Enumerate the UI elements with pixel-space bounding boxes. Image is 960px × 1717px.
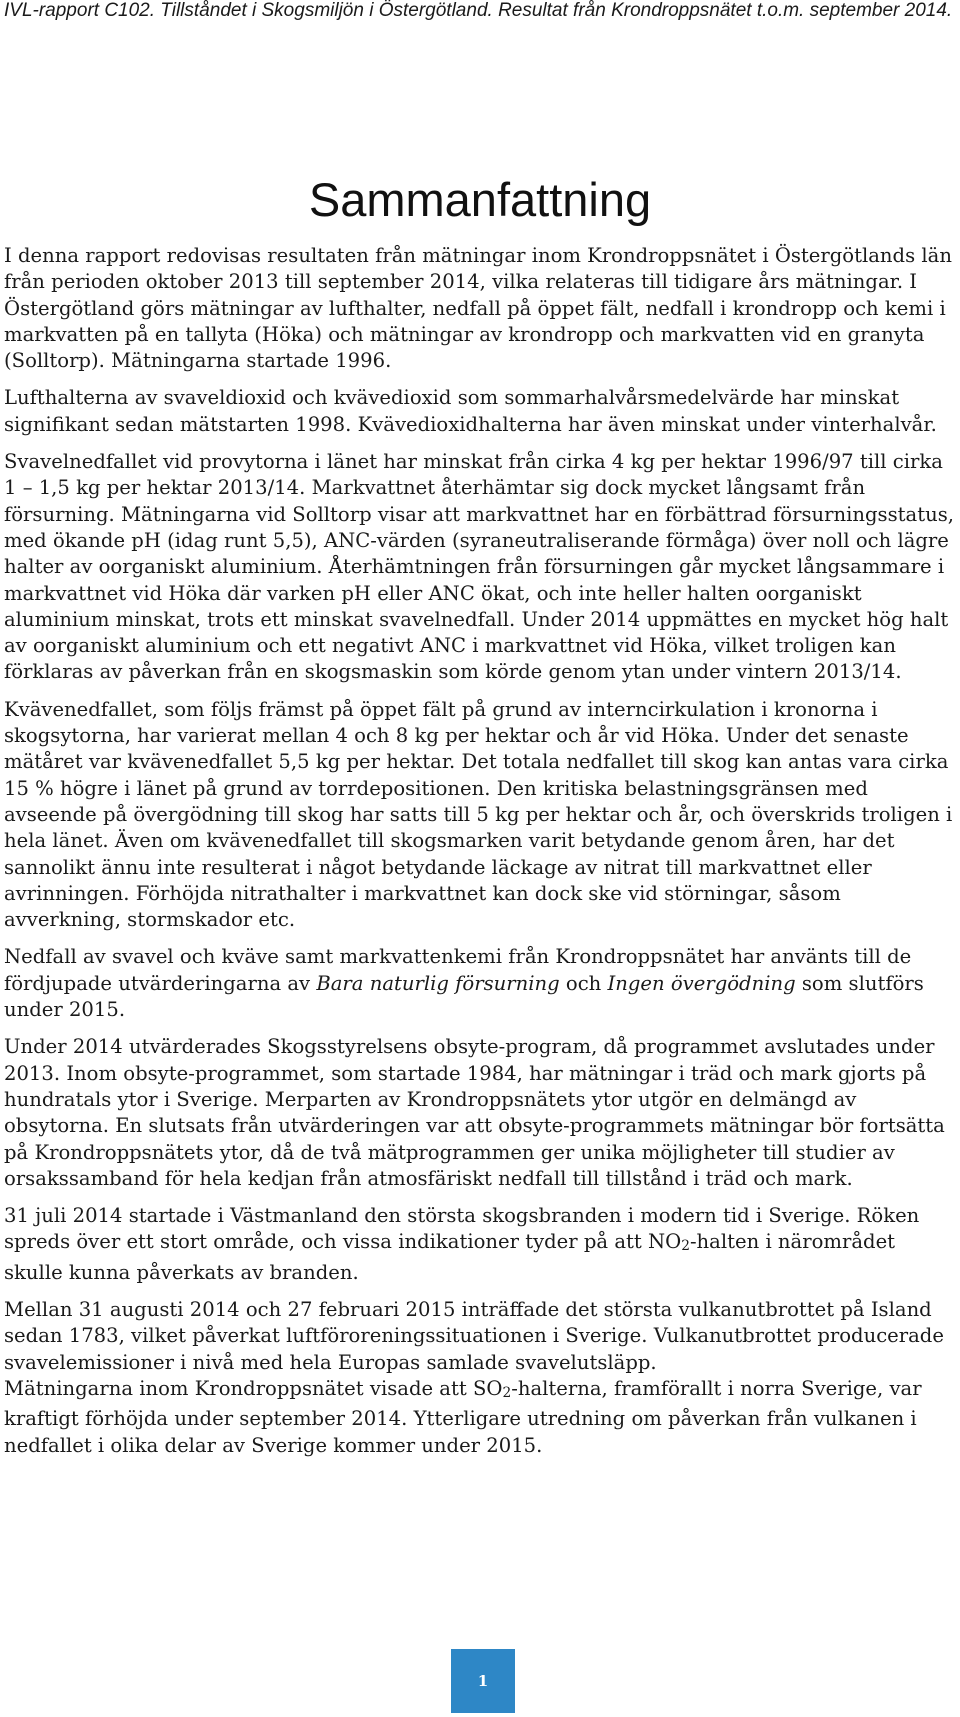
paragraph-so2-measurements bbox=[4, 1376, 954, 1459]
paragraph-forest-fire bbox=[4, 1203, 954, 1286]
summary-body bbox=[4, 243, 954, 1470]
fire-text-after: -halten i närområdet skulle kunna påverkats av branden. bbox=[4, 1230, 896, 1284]
no2-subscript: 2 bbox=[681, 1238, 690, 1255]
so2-text-before: Mätningarna inom Krondroppsnätet visade att SO bbox=[4, 1376, 503, 1400]
paragraph-intro bbox=[4, 243, 954, 374]
evaluation-title-eutrophication: Ingen övergödning bbox=[607, 971, 796, 995]
page-number-badge bbox=[451, 1649, 515, 1713]
paragraph-obsyte: Under 2014 utvärderades Skogsstyrelsens obsyte-program, då programmet avslutades under 2013. Inom obsyte-programmet, som startade 1984, har mätningar i träd och mark gjorts på hundratals ytor i Sverige. Merparten av Krondroppsnätets ytor utgör en delmängd av obsytorna. En slutsats från utvärderingen var att obsyte-programmets mätningar bör fortsätta på Krondroppsnätets ytor, då de två mätprogrammen ger unika möjligheter till studier av orsakssamband för hela kedjan från atmosfäriskt nedfall till tillstånd i träd och mark. bbox=[4, 1035, 945, 1190]
evaluations-text-after: som slutförs under 2015. bbox=[4, 971, 924, 1022]
fire-text-before: 31 juli 2014 startade i Västmanland den största skogsbranden i modern tid i Sverige. Röken spreds över ett stort område, och vissa indikationer tyder på att NO bbox=[4, 1204, 920, 1254]
paragraph-nitrogen-deposition: Kvävenedfallet, som följs främst på öppet fält på grund av interncirkulation i kronorna i skogsytorna, har varierat mellan 4 och 8 kg per hektar och år vid Höka. Under det senaste mätåret var kvävenedfallet 5,5 kg per hektar. Det totala nedfallet till skog kan antas vara cirka 15 % högre i länet på grund av torrdepositionen. Den kritiska belastningsgränsen med avseende på övergödning till skog har satts till 5 kg per hektar och år, och överskrids troligen i hela länet. Även om kvävenedfallet till skogsmarken varit betydande genom åren, har det sannolikt ännu inte resulterat i något betydande läckage av nitrat till markvattnet eller avrinningen. Förhöjda nitrathalter i markvattnet kan dock ske vid störningar, såsom avverkning, stormskador etc. bbox=[4, 697, 953, 932]
paragraph-sulphur-deposition: Svavelnedfallet vid provytorna i länet har minskat från cirka 4 kg per hektar 1996/97 till cirka 1 – 1,5 kg per hektar 2013/14. Markvattnet återhämtar sig dock mycket långsamt från försurning. Mätningarna vid Solltorp visar att markvattnet har en förbättrad försurningsstatus, med ökande pH (idag runt 5,5), ANC-värden (syraneutraliserande förmåga) över noll och lägre halter av oorganiskt aluminium. Återhämtningen från försurningen går mycket långsammare i markvattnet vid Höka där varken pH eller ANC ökat, och inte heller halten oorganiskt aluminium minskat, trots ett minskat svavelnedfall. Under 2014 uppmättes en mycket hög halt av oorganiskt aluminium och ett negativt ANC i markvattnet vid Höka, vilket troligen kan förklaras av påverkan från en skogsmaskin som körde genom ytan under vintern 2013/14. bbox=[4, 450, 955, 684]
intro-text-b: I Östergötland görs mätningar av lufthalter, nedfall på öppet fält, nedfall i krondropp och kemi i markvatten på en tallyta (Höka) och mätningar av krondropp och markvatten vid en granyta (Solltorp). Mätningarna startade 1996. bbox=[4, 270, 946, 373]
so2-subscript: 2 bbox=[502, 1384, 512, 1401]
evaluations-text-middle: och bbox=[559, 971, 608, 995]
page-number: 1 bbox=[477, 1672, 489, 1690]
so2-text-after: -halterna, framförallt i norra Sverige, var kraftigt förhöjda under september 2014. Ytterligare utredning om påverkan från vulkanen i nedfallet i olika delar av Sverige kommer under 2015. bbox=[4, 1376, 922, 1457]
evaluation-title-acidification: Bara naturlig försurning bbox=[316, 971, 560, 995]
page-title: Sammanfattning bbox=[308, 173, 652, 226]
running-header: IVL-rapport C102. Tillståndet i Skogsmiljön i Östergötland. Resultat från Krondroppsnätet t.o.m. september 2014. bbox=[4, 0, 953, 21]
paragraph-evaluations bbox=[4, 944, 954, 1023]
paragraph-volcano: Mellan 31 augusti 2014 och 27 februari 2015 inträffade det största vulkanutbrottet på Island sedan 1783, vilket påverkat luftföroreningssituationen i Sverige. Vulkanutbrottet producerade svavelemissioner i nivå med hela Europas samlade svavelutsläpp. bbox=[4, 1298, 944, 1374]
paragraph-air-concentrations: Lufthalterna av svaveldioxid och kvävedioxid som sommarhalvårsmedelvärde har minskat signifikant sedan mätstarten 1998. Kvävedioxidhalterna har även minskat under vinterhalvår. bbox=[4, 386, 937, 436]
evaluations-text-before: Nedfall av svavel och kväve samt markvattenkemi från Krondroppsnätet har använts till de fördjupade utvärderingarna av bbox=[4, 945, 912, 995]
intro-text-a: I denna rapport redovisas resultaten från mätningar inom Krondroppsnätet i Östergötlands län från perioden oktober 2013 till september 2014, vilka relateras till tidigare års mätningar. bbox=[4, 244, 952, 294]
